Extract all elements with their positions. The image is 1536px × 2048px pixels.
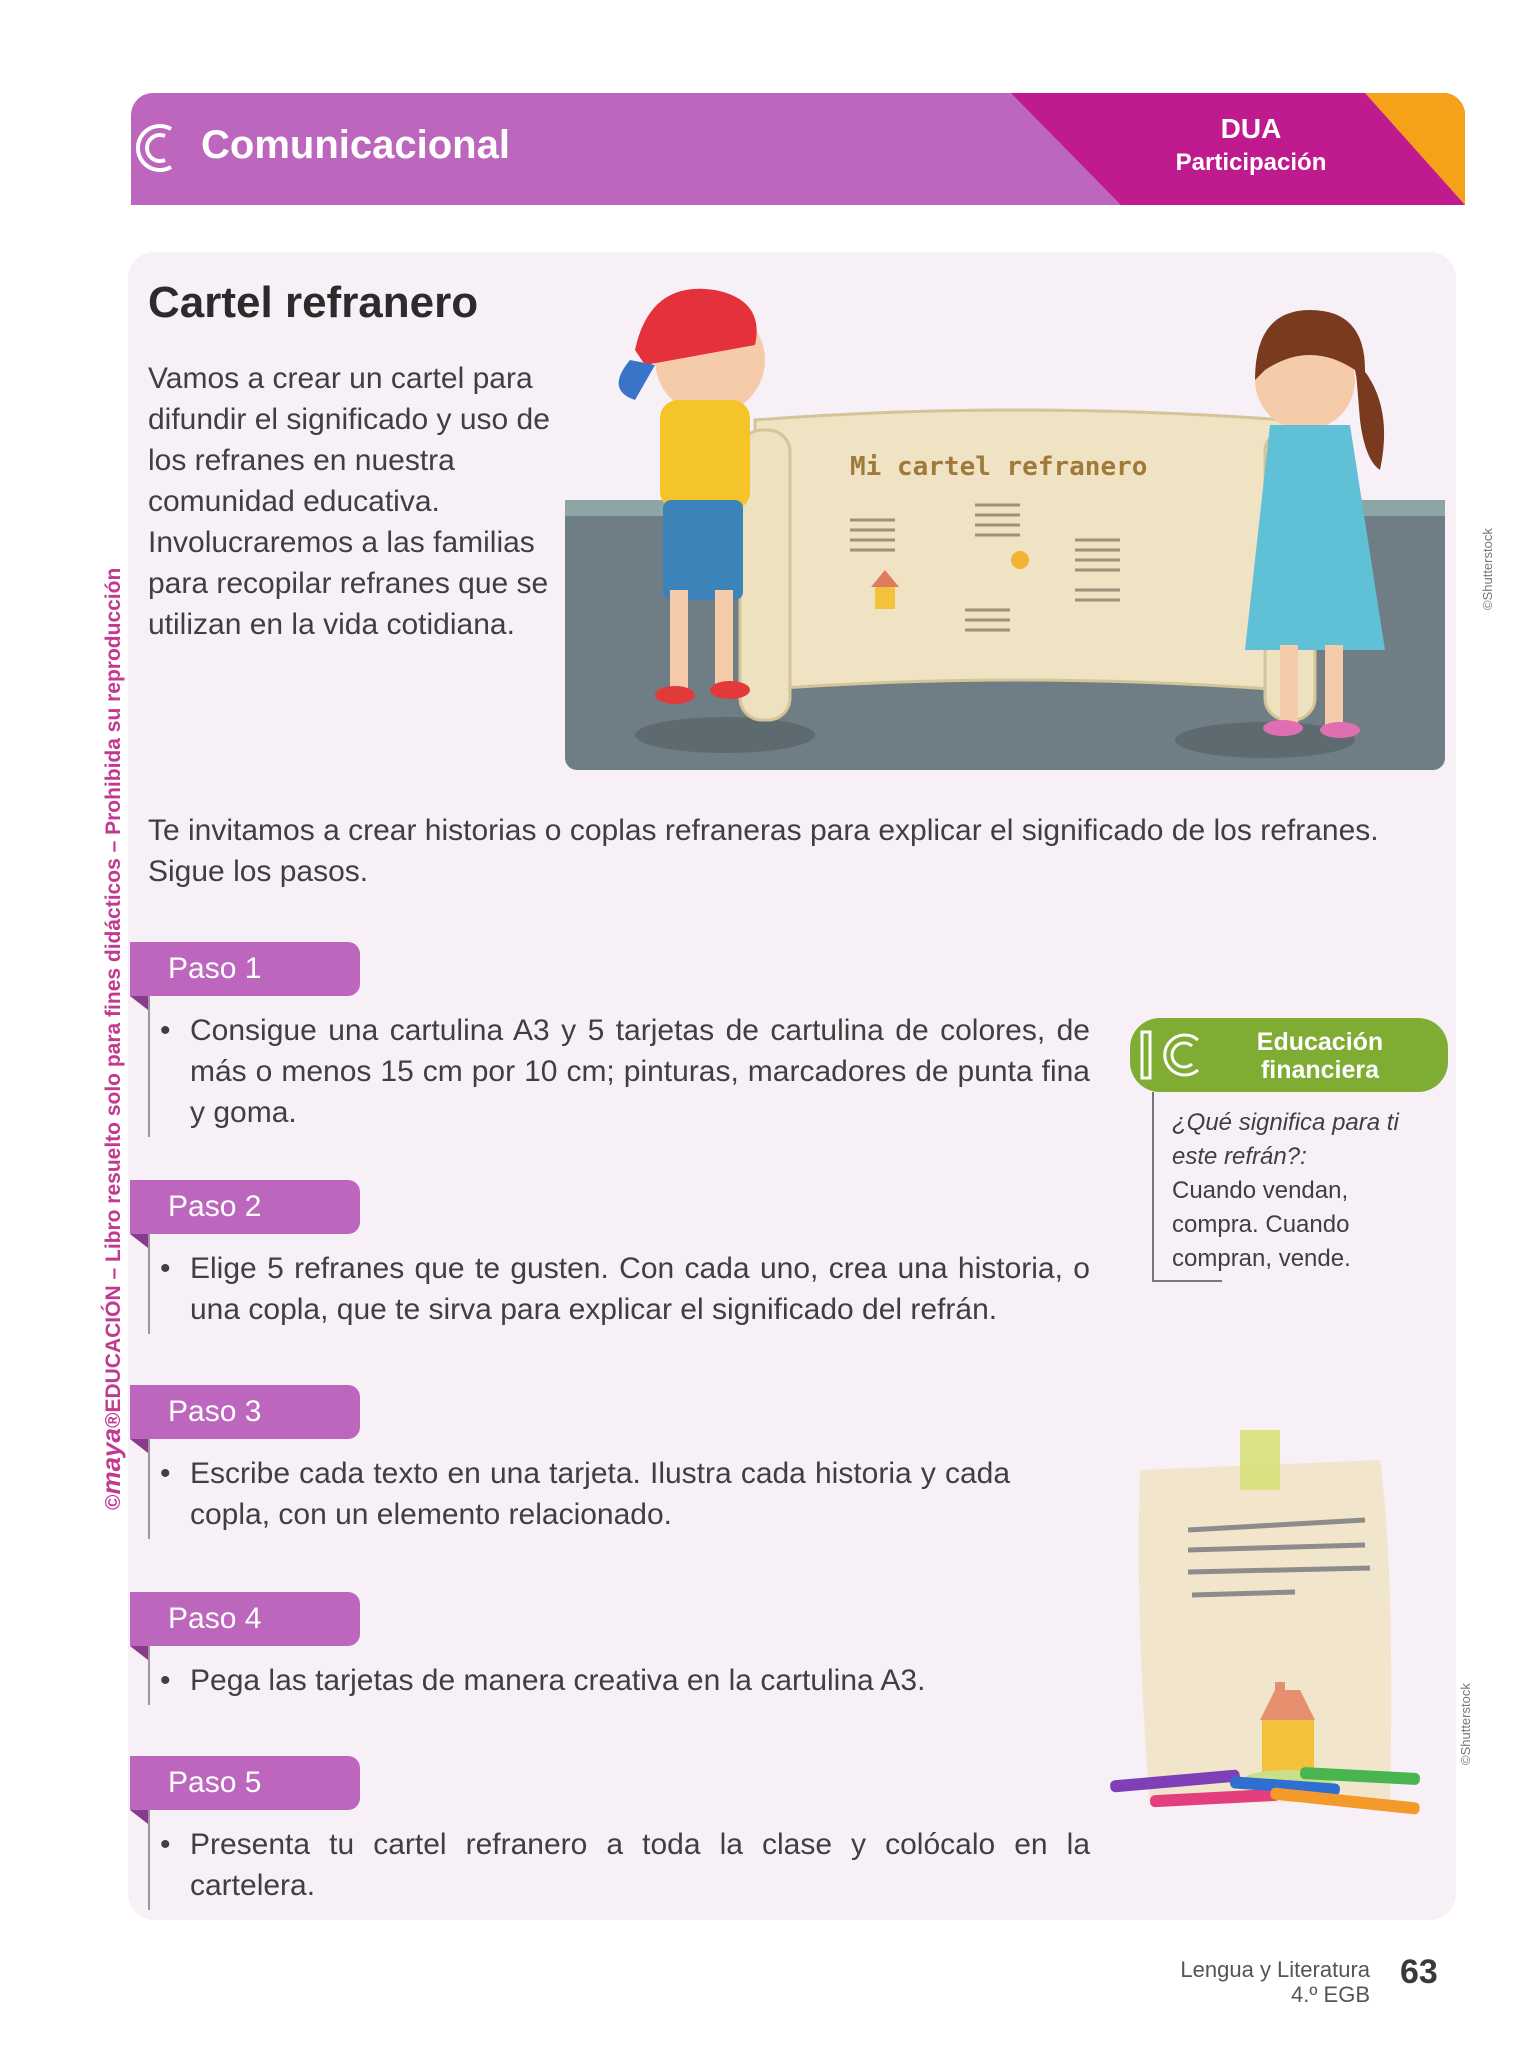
financial-question-block xyxy=(1172,1106,1432,1276)
page-number: 63 xyxy=(1400,1953,1438,1991)
bullet-icon: • xyxy=(160,1014,171,1047)
tab-fold xyxy=(130,996,148,1010)
section-title: Comunicacional xyxy=(201,123,510,167)
dua-label-block xyxy=(1141,113,1361,177)
step-body xyxy=(148,1234,1130,1334)
financial-saying: Cuando vendan, compra. Cuando compran, vende. xyxy=(1172,1177,1351,1272)
comunicacional-c-icon xyxy=(131,119,177,177)
step-body xyxy=(148,1646,1130,1705)
footer-subject: Lengua y Literatura xyxy=(1180,1957,1370,1982)
financial-education-box xyxy=(1130,1018,1448,1304)
step-1 xyxy=(130,942,1130,1137)
step-body xyxy=(148,1810,1130,1910)
tab-fold xyxy=(130,1810,148,1824)
step-label: Paso 1 xyxy=(130,942,360,996)
bullet-icon: • xyxy=(160,1252,171,1285)
step-body xyxy=(148,996,1130,1137)
ic-icon xyxy=(1136,1026,1206,1084)
step-body xyxy=(148,1439,1130,1539)
step-3 xyxy=(130,1385,1130,1539)
copyright-symbol: © xyxy=(102,1494,125,1510)
dua-label: DUA xyxy=(1220,113,1282,144)
section-header xyxy=(131,93,1465,205)
step-label: Paso 5 xyxy=(130,1756,360,1810)
step-4 xyxy=(130,1592,1130,1705)
step-text: Elige 5 refranes que te gusten. Con cada uno, crea una historia, o una copla, que te sirva para explicar el significado del refrán. xyxy=(190,1252,1090,1326)
step-label: Paso 3 xyxy=(130,1385,360,1439)
note-crayons-illustration xyxy=(1110,1420,1450,1840)
side-copyright xyxy=(96,568,127,1510)
dua-subtitle: Participación xyxy=(1175,149,1327,176)
box-border-line xyxy=(1152,1280,1222,1282)
financial-question: ¿Qué significa para ti este refrán?: xyxy=(1172,1109,1399,1170)
invite-text: Te invitamos a crear historias o coplas refraneras para explicar el significado de los refranes. Sigue los pasos. xyxy=(148,814,1379,888)
kids-poster-illustration xyxy=(565,270,1445,770)
activity-title: Cartel refranero xyxy=(148,278,479,327)
image-credit: ©Shutterstock xyxy=(1480,528,1495,610)
copyright-text: EDUCACIÓN – Libro resuelto solo para fines didácticos – Prohibida su reproducción xyxy=(102,567,125,1413)
footer-grade: 4.º EGB xyxy=(1291,1982,1370,2007)
step-text: Escribe cada texto en una tarjeta. Ilustra cada historia y cada copla, con un elemento relacionado. xyxy=(190,1457,1010,1531)
bullet-icon: • xyxy=(160,1457,171,1490)
tab-fold xyxy=(130,1234,148,1248)
activity-intro: Vamos a crear un cartel para difundir el significado y uso de los refranes en nuestra comunidad educativa. Involucraremos a las familias para recopilar refranes que se utilizan en la vida cotidiana. xyxy=(148,362,550,641)
step-text: Consigue una cartulina A3 y 5 tarjetas de cartulina de colores, de más o menos 15 cm por 10 cm; pinturas, marcadores de punta fina y goma. xyxy=(190,1014,1090,1129)
bullet-icon: • xyxy=(160,1828,171,1861)
step-text: Pega las tarjetas de manera creativa en la cartulina A3. xyxy=(190,1664,926,1697)
step-label: Paso 4 xyxy=(130,1592,360,1646)
footer-subject-block xyxy=(1100,1957,1370,2007)
note-image-credit: ©Shutterstock xyxy=(1458,1683,1473,1765)
registered-symbol: ® xyxy=(102,1412,125,1429)
poster-title: Mi cartel refranero xyxy=(850,452,1148,482)
step-text: Presenta tu cartel refranero a toda la clase y colócalo en la cartelera. xyxy=(190,1828,1090,1902)
financial-education-title: Educación financiera xyxy=(1256,1028,1384,1084)
box-border-line xyxy=(1152,1092,1154,1282)
step-label: Paso 2 xyxy=(130,1180,360,1234)
step-2 xyxy=(130,1180,1130,1334)
brand-name: maya xyxy=(96,1428,126,1495)
tab-fold xyxy=(130,1646,148,1660)
tab-fold xyxy=(130,1439,148,1453)
bullet-icon: • xyxy=(160,1664,171,1697)
step-5 xyxy=(130,1756,1130,1910)
